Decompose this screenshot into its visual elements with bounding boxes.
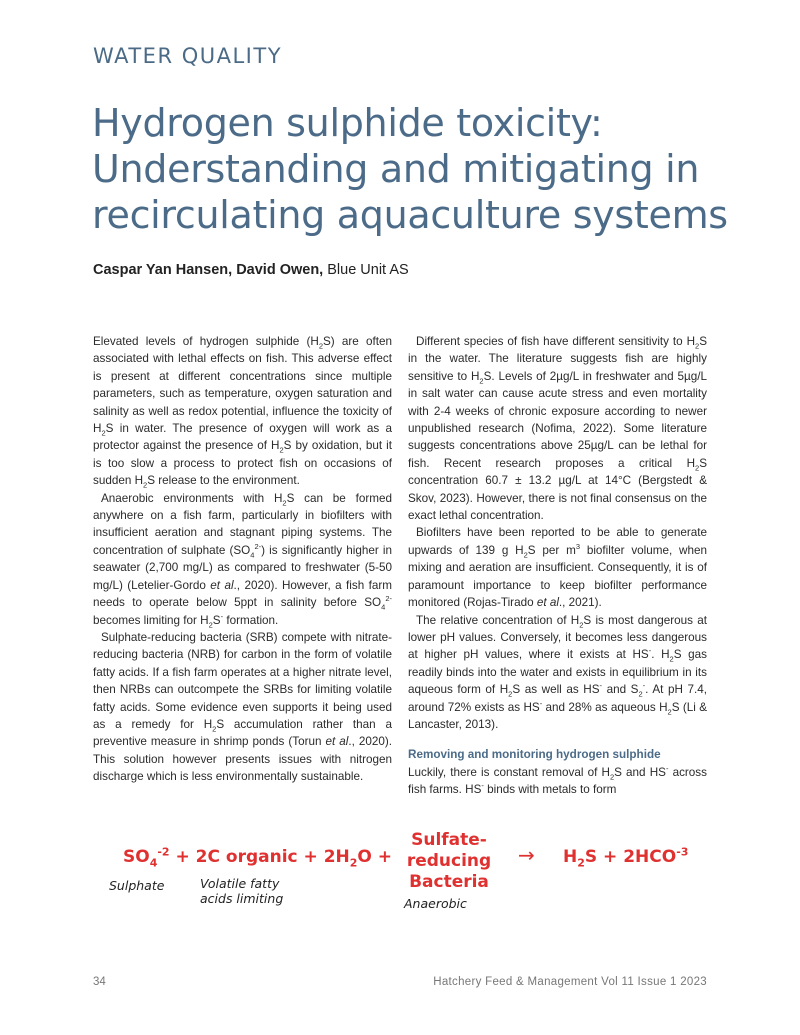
label-sulphate: Sulphate (109, 878, 165, 893)
column-left (93, 333, 392, 786)
paragraph: Different species of fish have different sensitivity to $H_2S$ in the water. The literature suggests fish are highly sensitive to $H_2S$. Levels of 2µg/L in freshwater and 5µg/L in salt water can cause acute stress and even mortality with 2-4 weeks of chronic exposure according to newer unpublished research (Nofima, 2022). Some literature suggests concentrations above 25µg/L can be lethal for fish. Recent research proposes a critical $H_2S$ concentration 60.7 ± 13.2 µg/L at 14°C (Bergstedt & Skov, 2023). However, there is not final consensus on the exact lethal concentration. (408, 335, 707, 523)
equation-left: $SO_4^{-2} + 2C$ organic + $2H_2O$ + (123, 845, 393, 870)
paragraph: Sulphate-reducing bacteria (SRB) compete with nitrate-reducing bacteria (NRB) for carbon in the form of volatile fatty acids. If a fish farm operates at a higher nitrate level, then NRBs can outcompete the SRBs for limiting volatile fatty acids. Some evidence even supports it being used as a remedy for $H_2S$ accumulation rather than a preventive measure in shrimp ponds (Torun et al., 2020). This solution however presents issues with nitrogen discharge which is less environmentally sustainable. (93, 630, 392, 784)
equation-catalyst: Sulfate- reducing Bacteria (406, 830, 492, 892)
column-right (408, 333, 707, 799)
paragraph: Luckily, there is constant removal of $H_2S$ and HS- across fish farms. HS- binds with metals to form (408, 763, 707, 797)
equation-right: $H_2S + 2HCO^{-3}$ (563, 845, 689, 870)
paragraph: The relative concentration of $H_2S$ is most dangerous at lower pH values. Conversely, it becomes less dangerous at higher pH values, where it exists at HS-. $H_2S$ gas readily binds into the water and exists in equilibrium in its aqueous form of $H_2S$ as well as HS- and $S_2^-$. At pH 7.4, around 72% exists as HS- and 28% as aqueous $H_2S$ (Li & Lancaster, 2013). (408, 613, 707, 731)
authors: Caspar Yan Hansen, David Owen, (93, 262, 324, 278)
paragraph: Elevated levels of hydrogen sulphide $(H_2S)$ are often associated with lethal effects on fish. This adverse effect is present at different concentrations since multiple parameters, such as temperature, oxygen saturation and salinity as well as redox potential, influence the toxicity of $H_2S$ in water. The presence of oxygen will work as a protector against the presence of $H_2S$ by oxidation, but it is too slow a process to protect fish on occasions of sudden $H_2S$ release to the environment. (93, 335, 392, 490)
page-number: 34 (93, 976, 106, 988)
section-tag: WATER QUALITY (93, 44, 283, 68)
subheading: Removing and monitoring hydrogen sulphide (408, 748, 661, 762)
publication-info: Hatchery Feed & Management Vol 11 Issue 1 2023 (433, 976, 707, 988)
paragraph: Anaerobic environments with $H_2S$ can be formed anywhere on a fish farm, particularly in biofilters with insufficient aeration and stagnant piping systems. The concentration of sulphate $(SO_4^{2-})$ is significantly higher in seawater (2,700 mg/L) as compared to freshwater (5-50 mg/L) (Letelier-Gordo et al., 2020). However, a fish farm needs to operate below 5ppt in salinity before $SO_4^{2-}$ becomes limiting for $H_2S^-$ formation. (93, 491, 392, 629)
byline (93, 262, 409, 278)
label-volatile-fatty-acids: Volatile fatty acids limiting (200, 876, 284, 906)
equation-arrow: → (518, 843, 535, 867)
article-title: Hydrogen sulphide toxicity: Understanding and mitigating in recirculating aquaculture systems (92, 101, 728, 237)
affiliation: Blue Unit AS (327, 262, 409, 278)
label-anaerobic: Anaerobic (404, 896, 467, 911)
paragraph: Biofilters have been reported to be able to generate upwards of 139 g $H_2S$ per $m^3$ biofilter volume, when mixing and aeration are insufficient. Consequently, it is of paramount importance to keep biofilter performance monitored (Rojas-Tirado et al., 2021). (408, 526, 707, 610)
